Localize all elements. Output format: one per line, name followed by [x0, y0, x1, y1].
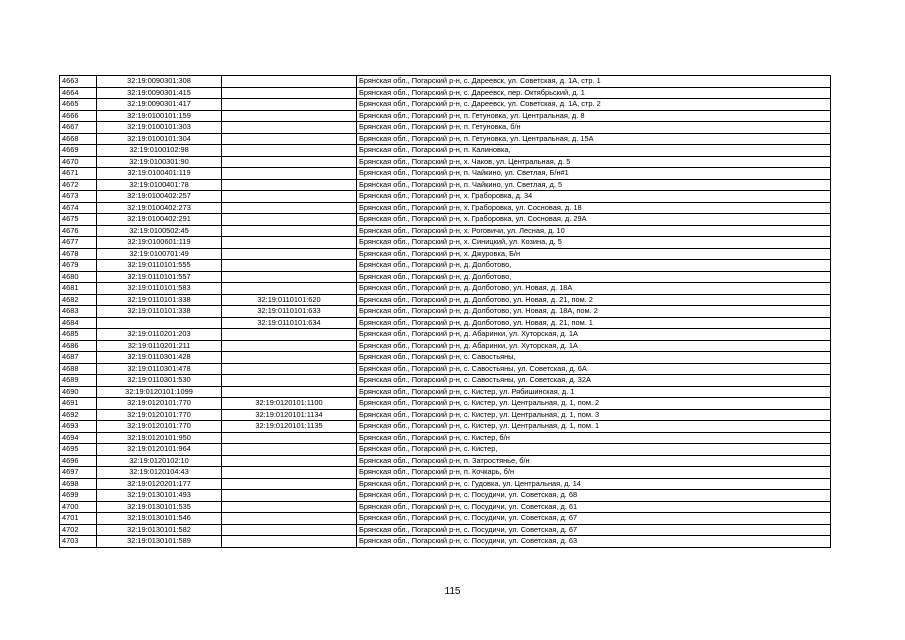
related-cadastral-number-cell — [222, 467, 357, 479]
address-cell: Брянская обл., Погарский р-н, с. Посудичи, ул. Советская, д. 61 — [357, 501, 831, 513]
related-cadastral-number-cell — [222, 214, 357, 226]
cadastral-number-cell: 32:19:0130101:546 — [97, 513, 222, 525]
table-row — [60, 501, 831, 513]
table-row — [60, 191, 831, 203]
address-cell: Брянская обл., Погарский р-н, с. Кистер, ул. Центральная, д. 1, пом. 2 — [357, 398, 831, 410]
cadastral-number-cell — [97, 317, 222, 329]
row-number-cell: 4672 — [60, 179, 97, 191]
cadastral-number-cell: 32:19:0110301:478 — [97, 363, 222, 375]
related-cadastral-number-cell — [222, 363, 357, 375]
address-cell: Брянская обл., Погарский р-н, х. Роговичи, ул. Лесная, д. 10 — [357, 225, 831, 237]
row-number-cell: 4701 — [60, 513, 97, 525]
cadastral-number-cell: 32:19:0120102:10 — [97, 455, 222, 467]
related-cadastral-number-cell — [222, 513, 357, 525]
cadastral-number-cell: 32:19:0100101:304 — [97, 133, 222, 145]
row-number-cell: 4695 — [60, 444, 97, 456]
related-cadastral-number-cell — [222, 122, 357, 134]
table-row — [60, 363, 831, 375]
table-row — [60, 386, 831, 398]
cadastral-number-cell: 32:19:0100402:291 — [97, 214, 222, 226]
table-row — [60, 168, 831, 180]
row-number-cell: 4679 — [60, 260, 97, 272]
table-row — [60, 329, 831, 341]
address-cell: Брянская обл., Погарский р-н, х. Синицкий, ул. Козина, д. 5 — [357, 237, 831, 249]
table-row — [60, 202, 831, 214]
row-number-cell: 4702 — [60, 524, 97, 536]
row-number-cell: 4676 — [60, 225, 97, 237]
table-row — [60, 409, 831, 421]
address-cell: Брянская обл., Погарский р-н, д. Абаринки, ул. Хуторская, д. 1А — [357, 329, 831, 341]
row-number-cell: 4682 — [60, 294, 97, 306]
address-cell: Брянская обл., Погарский р-н, с. Посудичи, ул. Советская, д. 67 — [357, 524, 831, 536]
related-cadastral-number-cell — [222, 191, 357, 203]
address-cell: Брянская обл., Погарский р-н, с. Посудичи, ул. Советская, д. 63 — [357, 536, 831, 548]
cadastral-number-cell: 32:19:0130101:493 — [97, 490, 222, 502]
row-number-cell: 4671 — [60, 168, 97, 180]
cadastral-number-cell: 32:19:0100101:303 — [97, 122, 222, 134]
related-cadastral-number-cell — [222, 501, 357, 513]
row-number-cell: 4690 — [60, 386, 97, 398]
address-cell: Брянская обл., Погарский р-н, с. Кистер, ул. Центральная, д. 1, пом. 1 — [357, 421, 831, 433]
row-number-cell: 4686 — [60, 340, 97, 352]
registry-table-body — [60, 76, 831, 548]
table-row — [60, 398, 831, 410]
cadastral-number-cell: 32:19:0110101:338 — [97, 306, 222, 318]
related-cadastral-number-cell — [222, 283, 357, 295]
related-cadastral-number-cell — [222, 524, 357, 536]
row-number-cell: 4685 — [60, 329, 97, 341]
address-cell: Брянская обл., Погарский р-н, с. Дареевск, пер. Октябрьский, д. 1 — [357, 87, 831, 99]
row-number-cell: 4697 — [60, 467, 97, 479]
cadastral-number-cell: 32:19:0100401:119 — [97, 168, 222, 180]
table-row — [60, 306, 831, 318]
cadastral-number-cell: 32:19:0110101:557 — [97, 271, 222, 283]
cadastral-number-cell: 32:19:0090301:417 — [97, 99, 222, 111]
cadastral-number-cell: 32:19:0120101:770 — [97, 398, 222, 410]
cadastral-number-cell: 32:19:0130101:589 — [97, 536, 222, 548]
address-cell: Брянская обл., Погарский р-н, п. Гетуновка, ул. Центральная, д. 8 — [357, 110, 831, 122]
address-cell: Брянская обл., Погарский р-н, с. Савостьяны, ул. Советская, д. 6А — [357, 363, 831, 375]
page-number: 115 — [444, 586, 461, 597]
row-number-cell: 4687 — [60, 352, 97, 364]
address-cell: Брянская обл., Погарский р-н, с. Кистер, — [357, 444, 831, 456]
row-number-cell: 4678 — [60, 248, 97, 260]
cadastral-number-cell: 32:19:0120101:770 — [97, 421, 222, 433]
row-number-cell: 4700 — [60, 501, 97, 513]
table-row — [60, 455, 831, 467]
cadastral-number-cell: 32:19:0100502:45 — [97, 225, 222, 237]
related-cadastral-number-cell — [222, 110, 357, 122]
table-row — [60, 444, 831, 456]
address-cell: Брянская обл., Погарский р-н, х. Граборовка, д. 34 — [357, 191, 831, 203]
cadastral-number-cell: 32:19:0110101:583 — [97, 283, 222, 295]
table-row — [60, 490, 831, 502]
row-number-cell: 4683 — [60, 306, 97, 318]
row-number-cell: 4663 — [60, 76, 97, 88]
address-cell: Брянская обл., Погарский р-н, д. Долботово, ул. Новая, д. 18А, пом. 2 — [357, 306, 831, 318]
property-registry-table — [59, 75, 831, 548]
row-number-cell: 4699 — [60, 490, 97, 502]
table-row — [60, 536, 831, 548]
cadastral-number-cell: 32:19:0100102:98 — [97, 145, 222, 157]
table-row — [60, 421, 831, 433]
address-cell: Брянская обл., Погарский р-н, с. Кистер, ул. Центральная, д. 1, пом. 3 — [357, 409, 831, 421]
address-cell: Брянская обл., Погарский р-н, х. Джуровка, Б/н — [357, 248, 831, 260]
table-row — [60, 145, 831, 157]
cadastral-number-cell: 32:19:0100402:257 — [97, 191, 222, 203]
table-row — [60, 248, 831, 260]
related-cadastral-number-cell — [222, 444, 357, 456]
cadastral-number-cell: 32:19:0110301:530 — [97, 375, 222, 387]
cadastral-number-cell: 32:19:0120201:177 — [97, 478, 222, 490]
related-cadastral-number-cell — [222, 352, 357, 364]
cadastral-number-cell: 32:19:0100101:159 — [97, 110, 222, 122]
address-cell: Брянская обл., Погарский р-н, с. Посудичи, ул. Советская, д. 68 — [357, 490, 831, 502]
cadastral-number-cell: 32:19:0100401:78 — [97, 179, 222, 191]
related-cadastral-number-cell — [222, 432, 357, 444]
cadastral-number-cell: 32:19:0110101:555 — [97, 260, 222, 272]
related-cadastral-number-cell — [222, 237, 357, 249]
row-number-cell: 4666 — [60, 110, 97, 122]
related-cadastral-number-cell — [222, 248, 357, 260]
table-row — [60, 237, 831, 249]
cadastral-number-cell: 32:19:0110101:338 — [97, 294, 222, 306]
table-row — [60, 214, 831, 226]
row-number-cell: 4673 — [60, 191, 97, 203]
address-cell: Брянская обл., Погарский р-н, с. Дареевск, ул. Советская, д. 1А, стр. 2 — [357, 99, 831, 111]
related-cadastral-number-cell — [222, 386, 357, 398]
related-cadastral-number-cell — [222, 76, 357, 88]
table-row — [60, 99, 831, 111]
row-number-cell: 4703 — [60, 536, 97, 548]
address-cell: Брянская обл., Погарский р-н, п. Чайкино, ул. Светлая, д. 5 — [357, 179, 831, 191]
related-cadastral-number-cell — [222, 271, 357, 283]
address-cell: Брянская обл., Погарский р-н, х. Чаков, ул. Центральная, д. 5 — [357, 156, 831, 168]
row-number-cell: 4675 — [60, 214, 97, 226]
related-cadastral-number-cell: 32:19:0110101:634 — [222, 317, 357, 329]
row-number-cell: 4688 — [60, 363, 97, 375]
row-number-cell: 4693 — [60, 421, 97, 433]
related-cadastral-number-cell — [222, 375, 357, 387]
related-cadastral-number-cell — [222, 455, 357, 467]
related-cadastral-number-cell — [222, 145, 357, 157]
related-cadastral-number-cell — [222, 168, 357, 180]
cadastral-number-cell: 32:19:0090301:415 — [97, 87, 222, 99]
cadastral-number-cell: 32:19:0110301:428 — [97, 352, 222, 364]
related-cadastral-number-cell: 32:19:0120101:1134 — [222, 409, 357, 421]
related-cadastral-number-cell: 32:19:0120101:1135 — [222, 421, 357, 433]
cadastral-number-cell: 32:19:0130101:535 — [97, 501, 222, 513]
address-cell: Брянская обл., Погарский р-н, д. Долботово, ул. Новая, д. 21, пом. 2 — [357, 294, 831, 306]
related-cadastral-number-cell: 32:19:0120101:1100 — [222, 398, 357, 410]
table-row — [60, 294, 831, 306]
address-cell: Брянская обл., Погарский р-н, с. Кистер, ул. Рябишинская, д. 1 — [357, 386, 831, 398]
table-row — [60, 317, 831, 329]
table-row — [60, 467, 831, 479]
table-row — [60, 76, 831, 88]
address-cell: Брянская обл., Погарский р-н, с. Посудичи, ул. Советская, д. 67 — [357, 513, 831, 525]
row-number-cell: 4692 — [60, 409, 97, 421]
row-number-cell: 4664 — [60, 87, 97, 99]
address-cell: Брянская обл., Погарский р-н, с. Дареевск, ул. Советская, д. 1А, стр. 1 — [357, 76, 831, 88]
address-cell: Брянская обл., Погарский р-н, с. Савостьяны, ул. Советская, д. 32А — [357, 375, 831, 387]
related-cadastral-number-cell — [222, 99, 357, 111]
related-cadastral-number-cell — [222, 329, 357, 341]
cadastral-number-cell: 32:19:0100301:90 — [97, 156, 222, 168]
table-row — [60, 375, 831, 387]
table-row — [60, 478, 831, 490]
table-row — [60, 432, 831, 444]
cadastral-number-cell: 32:19:0110201:203 — [97, 329, 222, 341]
related-cadastral-number-cell — [222, 340, 357, 352]
cadastral-number-cell: 32:19:0120101:1099 — [97, 386, 222, 398]
table-row — [60, 179, 831, 191]
related-cadastral-number-cell — [222, 156, 357, 168]
address-cell: Брянская обл., Погарский р-н, х. Граборовка, ул. Сосновая, д. 29А — [357, 214, 831, 226]
related-cadastral-number-cell: 32:19:0110101:620 — [222, 294, 357, 306]
related-cadastral-number-cell — [222, 87, 357, 99]
cadastral-number-cell: 32:19:0120104:43 — [97, 467, 222, 479]
related-cadastral-number-cell — [222, 536, 357, 548]
cadastral-number-cell: 32:19:0100402:273 — [97, 202, 222, 214]
cadastral-number-cell: 32:19:0120101:964 — [97, 444, 222, 456]
address-cell: Брянская обл., Погарский р-н, д. Долботово, ул. Новая, д. 21, пом. 1 — [357, 317, 831, 329]
table-row — [60, 513, 831, 525]
row-number-cell: 4689 — [60, 375, 97, 387]
row-number-cell: 4665 — [60, 99, 97, 111]
address-cell: Брянская обл., Погарский р-н, п. Чайкино, ул. Светлая, Б/н#1 — [357, 168, 831, 180]
address-cell: Брянская обл., Погарский р-н, д. Абаринки, ул. Хуторская, д. 1А — [357, 340, 831, 352]
row-number-cell: 4681 — [60, 283, 97, 295]
related-cadastral-number-cell — [222, 202, 357, 214]
table-row — [60, 340, 831, 352]
table-row — [60, 110, 831, 122]
related-cadastral-number-cell — [222, 179, 357, 191]
row-number-cell: 4680 — [60, 271, 97, 283]
table-row — [60, 133, 831, 145]
row-number-cell: 4684 — [60, 317, 97, 329]
related-cadastral-number-cell — [222, 478, 357, 490]
table-row — [60, 271, 831, 283]
row-number-cell: 4694 — [60, 432, 97, 444]
row-number-cell: 4669 — [60, 145, 97, 157]
table-row — [60, 283, 831, 295]
table-row — [60, 87, 831, 99]
related-cadastral-number-cell — [222, 133, 357, 145]
cadastral-number-cell: 32:19:0100601:119 — [97, 237, 222, 249]
address-cell: Брянская обл., Погарский р-н, п. Кочкарь, б/н — [357, 467, 831, 479]
address-cell: Брянская обл., Погарский р-н, х. Граборовка, ул. Сосновая, д. 18 — [357, 202, 831, 214]
address-cell: Брянская обл., Погарский р-н, п. Затростянье, б/н — [357, 455, 831, 467]
row-number-cell: 4677 — [60, 237, 97, 249]
address-cell: Брянская обл., Погарский р-н, с. Кистер, б/н — [357, 432, 831, 444]
cadastral-number-cell: 32:19:0130101:582 — [97, 524, 222, 536]
address-cell: Брянская обл., Погарский р-н, п. Калиновка, — [357, 145, 831, 157]
table-row — [60, 352, 831, 364]
row-number-cell: 4670 — [60, 156, 97, 168]
cadastral-number-cell: 32:19:0120101:770 — [97, 409, 222, 421]
table-row — [60, 260, 831, 272]
address-cell: Брянская обл., Погарский р-н, с. Гудовка, ул. Центральная, д. 14 — [357, 478, 831, 490]
row-number-cell: 4667 — [60, 122, 97, 134]
address-cell: Брянская обл., Погарский р-н, д. Долботово, ул. Новая, д. 18А — [357, 283, 831, 295]
address-cell: Брянская обл., Погарский р-н, п. Гетуновка, ул. Центральная, д. 15А — [357, 133, 831, 145]
table-row — [60, 156, 831, 168]
address-cell: Брянская обл., Погарский р-н, д. Долботово, — [357, 271, 831, 283]
row-number-cell: 4698 — [60, 478, 97, 490]
table-row — [60, 225, 831, 237]
related-cadastral-number-cell — [222, 260, 357, 272]
row-number-cell: 4674 — [60, 202, 97, 214]
related-cadastral-number-cell — [222, 490, 357, 502]
row-number-cell: 4668 — [60, 133, 97, 145]
row-number-cell: 4696 — [60, 455, 97, 467]
cadastral-number-cell: 32:19:0110201:211 — [97, 340, 222, 352]
address-cell: Брянская обл., Погарский р-н, с. Савостьяны, — [357, 352, 831, 364]
related-cadastral-number-cell — [222, 225, 357, 237]
address-cell: Брянская обл., Погарский р-н, д. Долботово, — [357, 260, 831, 272]
address-cell: Брянская обл., Погарский р-н, п. Гетуновка, б/н — [357, 122, 831, 134]
row-number-cell: 4691 — [60, 398, 97, 410]
cadastral-number-cell: 32:19:0090301:308 — [97, 76, 222, 88]
related-cadastral-number-cell: 32:19:0110101:633 — [222, 306, 357, 318]
table-row — [60, 122, 831, 134]
table-row — [60, 524, 831, 536]
cadastral-number-cell: 32:19:0120101:950 — [97, 432, 222, 444]
cadastral-number-cell: 32:19:0100701:49 — [97, 248, 222, 260]
